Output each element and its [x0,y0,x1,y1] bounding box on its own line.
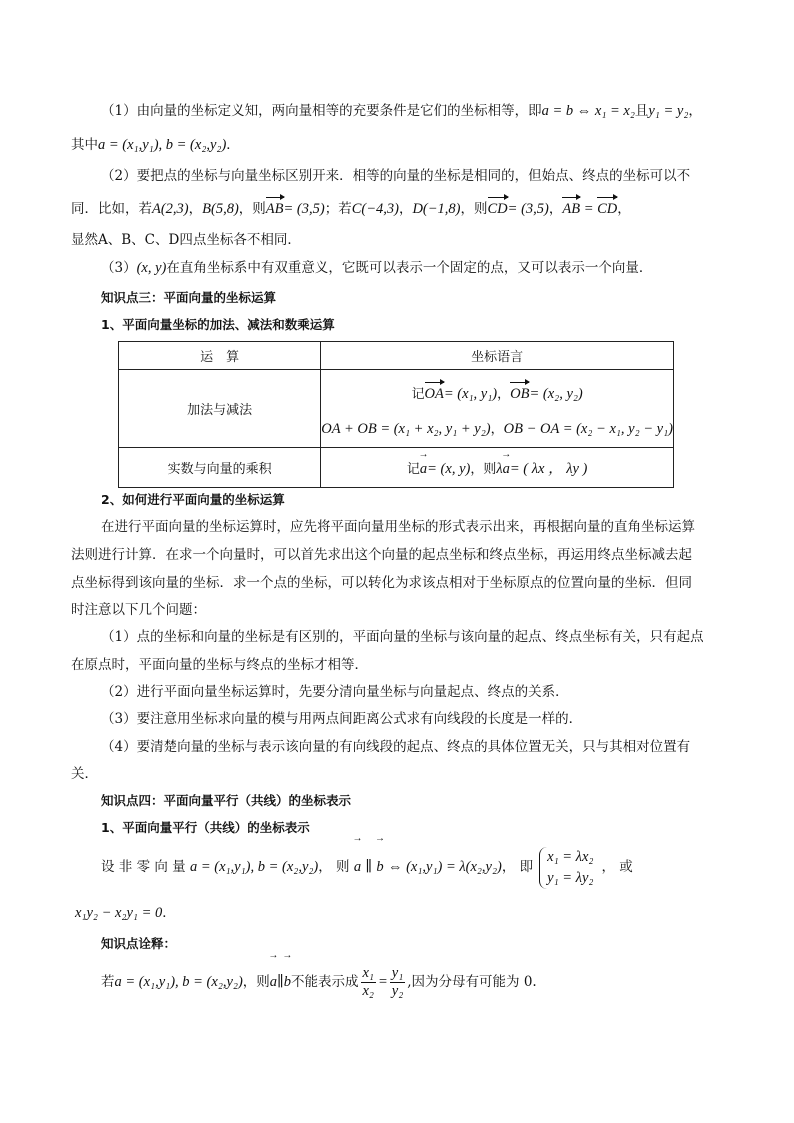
section3-point-2: （2）进行平面向量坐标运算时，先要分清向量坐标与向量起点、终点的关系． [101,684,569,700]
cond-parallel: ∥ [365,859,373,875]
system-eq2: y₁ = λy₂ [547,869,594,886]
vector-ob-value: = (x₂, y₂) [529,385,583,402]
system-eq1: x₁ = λx₂ [547,848,594,865]
fraction-equals: = [377,974,388,990]
note-vector-a: → a [270,962,277,1002]
equation-system [539,847,593,889]
fraction-y [390,965,405,1000]
table-header-row [119,342,674,370]
table-cell-scalar-label: 实数与向量的乘积 [119,448,321,488]
para2-then1: ，则 [238,201,266,217]
section3-point-4b: 关． [71,766,98,782]
section3-body-4: 时注意以下几个问题： [71,602,206,618]
para1-line1: （1）由向量的坐标定义知，两向量相等的充要条件是它们的坐标相等，即a = b ⇔ x₁ = x₂且y₁ = y₂， [101,103,702,119]
table-row-scalar [119,448,674,488]
table-row-add-sub [119,370,674,448]
vector-cd-2: CD [597,201,618,217]
section3-point-4a: （4）要清楚向量的坐标与表示该向量的有向线段的起点、终点的具体位置无关，只与其相对位置有 [101,739,691,755]
scalar-prefix: 记 [406,462,420,477]
vector-a-2: → a [503,461,510,478]
para2-line2: 同．比如，若A(2,3)，B(5,8)，则AB= (3,5)；若C(−4,3)，D(−1,8)，则CD= (3,5)，AB = CD， [71,201,631,217]
table-header-coords: 坐标语言 [321,342,674,370]
para2-then2: ，则 [460,201,488,217]
section3-point-1b: 在原点时，平面向量的坐标与终点的坐标才相等． [71,657,368,673]
table-cell-add-sub-formula [321,370,674,448]
fraction-y-num: y₁ [391,965,404,981]
para1-vectors: a = (x₁,y₁), b = (x₂,y₂) [98,137,227,153]
cond-iff: ⇔ (x₁,y₁) = λ(x₂,y₂) [387,859,502,875]
para3-line: （3）(x, y)在直角坐标系中有双重意义，它既可以表示一个固定的点，又可以表示一个向量． [101,260,653,276]
point-d: D(−1,8) [412,201,461,217]
section4-heading: 知识点四：平面向量平行（共线）的坐标表示 [101,793,352,808]
para3-math: (x, y) [136,260,167,276]
para1-and: 且 [634,103,649,119]
cond-vector-b: → b [376,845,383,889]
section3-point-3: （3）要注意用坐标求向量的模与用两点间距离公式求有向线段的长度是一样的． [101,711,583,727]
fraction-x-num: x₁ [362,965,374,981]
fraction-y-den: y₂ [391,983,404,999]
add-sub-prefix: 记 [411,386,425,402]
para2-text-a: 同．比如，若 [71,201,152,217]
section3-heading: 知识点三：平面向量的坐标运算 [101,290,277,305]
cond-then: ， 则 [318,859,350,875]
section4-sub1: 1、平面向量平行（共线）的坐标表示 [101,820,310,835]
note-then: ，则 [242,974,270,990]
section3-body-1: 在进行平面向量的坐标运算时，应先将平面向量用坐标的形式表示出来，再根据向量的直角坐标运算 [101,519,695,535]
table-header-ops: 运 算 [119,342,321,370]
cond-vector-a: → a [354,845,361,889]
vector-oa: OA [424,385,444,402]
parallel-condition [101,845,633,889]
para2-if: ；若 [324,201,352,217]
section3-point-1a: （1）点的坐标和向量的坐标是有区别的，平面向量的坐标与该向量的起点、终点坐标有关，只有起点 [101,629,704,645]
add-sub-line2: OA + OB = (x₁ + x₂, y₁ + y₂)，OB − OA = (x₂ − x₁, y₂ − y₁) [321,420,673,437]
section3-body-2: 法则进行计算．在求一个向量时，可以首先求出这个向量的起点坐标和终点坐标，再运用终点坐标减去起 [71,547,692,563]
cond-ie: ， 即 [501,859,534,875]
para1-eq1: a = b ⇔ x₁ = x₂ [541,103,635,119]
vector-cd-value: = (3,5) [507,201,549,217]
note-vectors: a = (x₁,y₁), b = (x₂,y₂) [114,974,243,990]
note-cannot: 不能表示成 [291,974,359,990]
para1-prefix: 其中 [71,137,98,153]
section3-sub1: 1、平面向量坐标的加法、减法和数乘运算 [101,317,335,332]
fraction-x [361,965,376,1000]
vector-ab: AB [265,201,284,217]
scalar-result: = ( λx ， λy ) [509,461,588,477]
section3-sub2: 2、如何进行平面向量的坐标运算 [101,492,285,507]
para2-line3: 显然A、B、C、D四点坐标各不相同． [71,232,301,248]
vector-a: → a [420,461,427,478]
add-sub-line1: 记OA= (x₁, y₁)，OB= (x₂, y₂) [411,385,583,402]
para1-end: ． [226,137,240,153]
cross-product-eq: x₁y₂ − x₂y₁ = 0 [75,905,163,921]
operations-table [118,341,674,488]
lambda: λ [496,461,503,477]
vector-diff: OB − OA = (x₂ − x₁, y₂ − y₁) [503,420,673,437]
para1-text: （1）由向量的坐标定义知，两向量相等的充要条件是它们的坐标相等，即 [101,103,542,119]
vector-ab-value: = (3,5) [283,201,325,217]
cond-vectors: a = (x₁,y₁), b = (x₂,y₂) [189,859,319,875]
note-end: ,因为分母有可能为 0. [407,974,537,990]
table-cell-scalar-formula [321,448,674,488]
para1-line2 [71,135,240,155]
para1-eq2: y₁ = y₂ [648,103,689,119]
point-b: B(5,8) [202,201,239,217]
cond-line2 [75,903,176,923]
vector-sum: OA + OB = (x₁ + x₂, y₁ + y₂) [321,420,491,437]
vector-oa-value: = (x₁, y₁) [443,385,498,402]
vector-ab-2: AB [562,201,581,217]
point-a: A(2,3) [152,201,189,217]
scalar-then: ，则 [470,462,497,477]
section3-body-3: 点坐标得到该向量的坐标．求一个点的坐标，可以转化为求该点相对于坐标原点的位置向量的坐标．但同 [71,575,692,591]
note-line [101,962,537,1002]
cond-line2-end: ． [162,905,176,921]
note-parallel: ∥ [277,974,284,990]
para3-text: 在直角坐标系中有双重意义，它既可以表示一个固定的点，又可以表示一个向量． [166,260,653,276]
point-c: C(−4,3) [351,201,399,217]
note-heading: 知识点诠释： [101,936,177,951]
vector-a-value: = (x, y) [427,461,471,477]
cond-prefix: 设 非 零 向 量 [101,859,186,875]
vector-ob: OB [510,385,530,402]
cond-or: ， 或 [601,859,633,875]
table-cell-add-sub-label: 加法与减法 [119,370,321,448]
para2-line1: （2）要把点的坐标与向量坐标区别开来．相等的向量的坐标是相同的，但始点、终点的坐标可以不 [101,168,691,184]
note-prefix: 若 [101,974,115,990]
vector-cd: CD [487,201,508,217]
fraction-x-den: x₂ [362,983,374,999]
note-vector-b: → b [284,962,291,1002]
